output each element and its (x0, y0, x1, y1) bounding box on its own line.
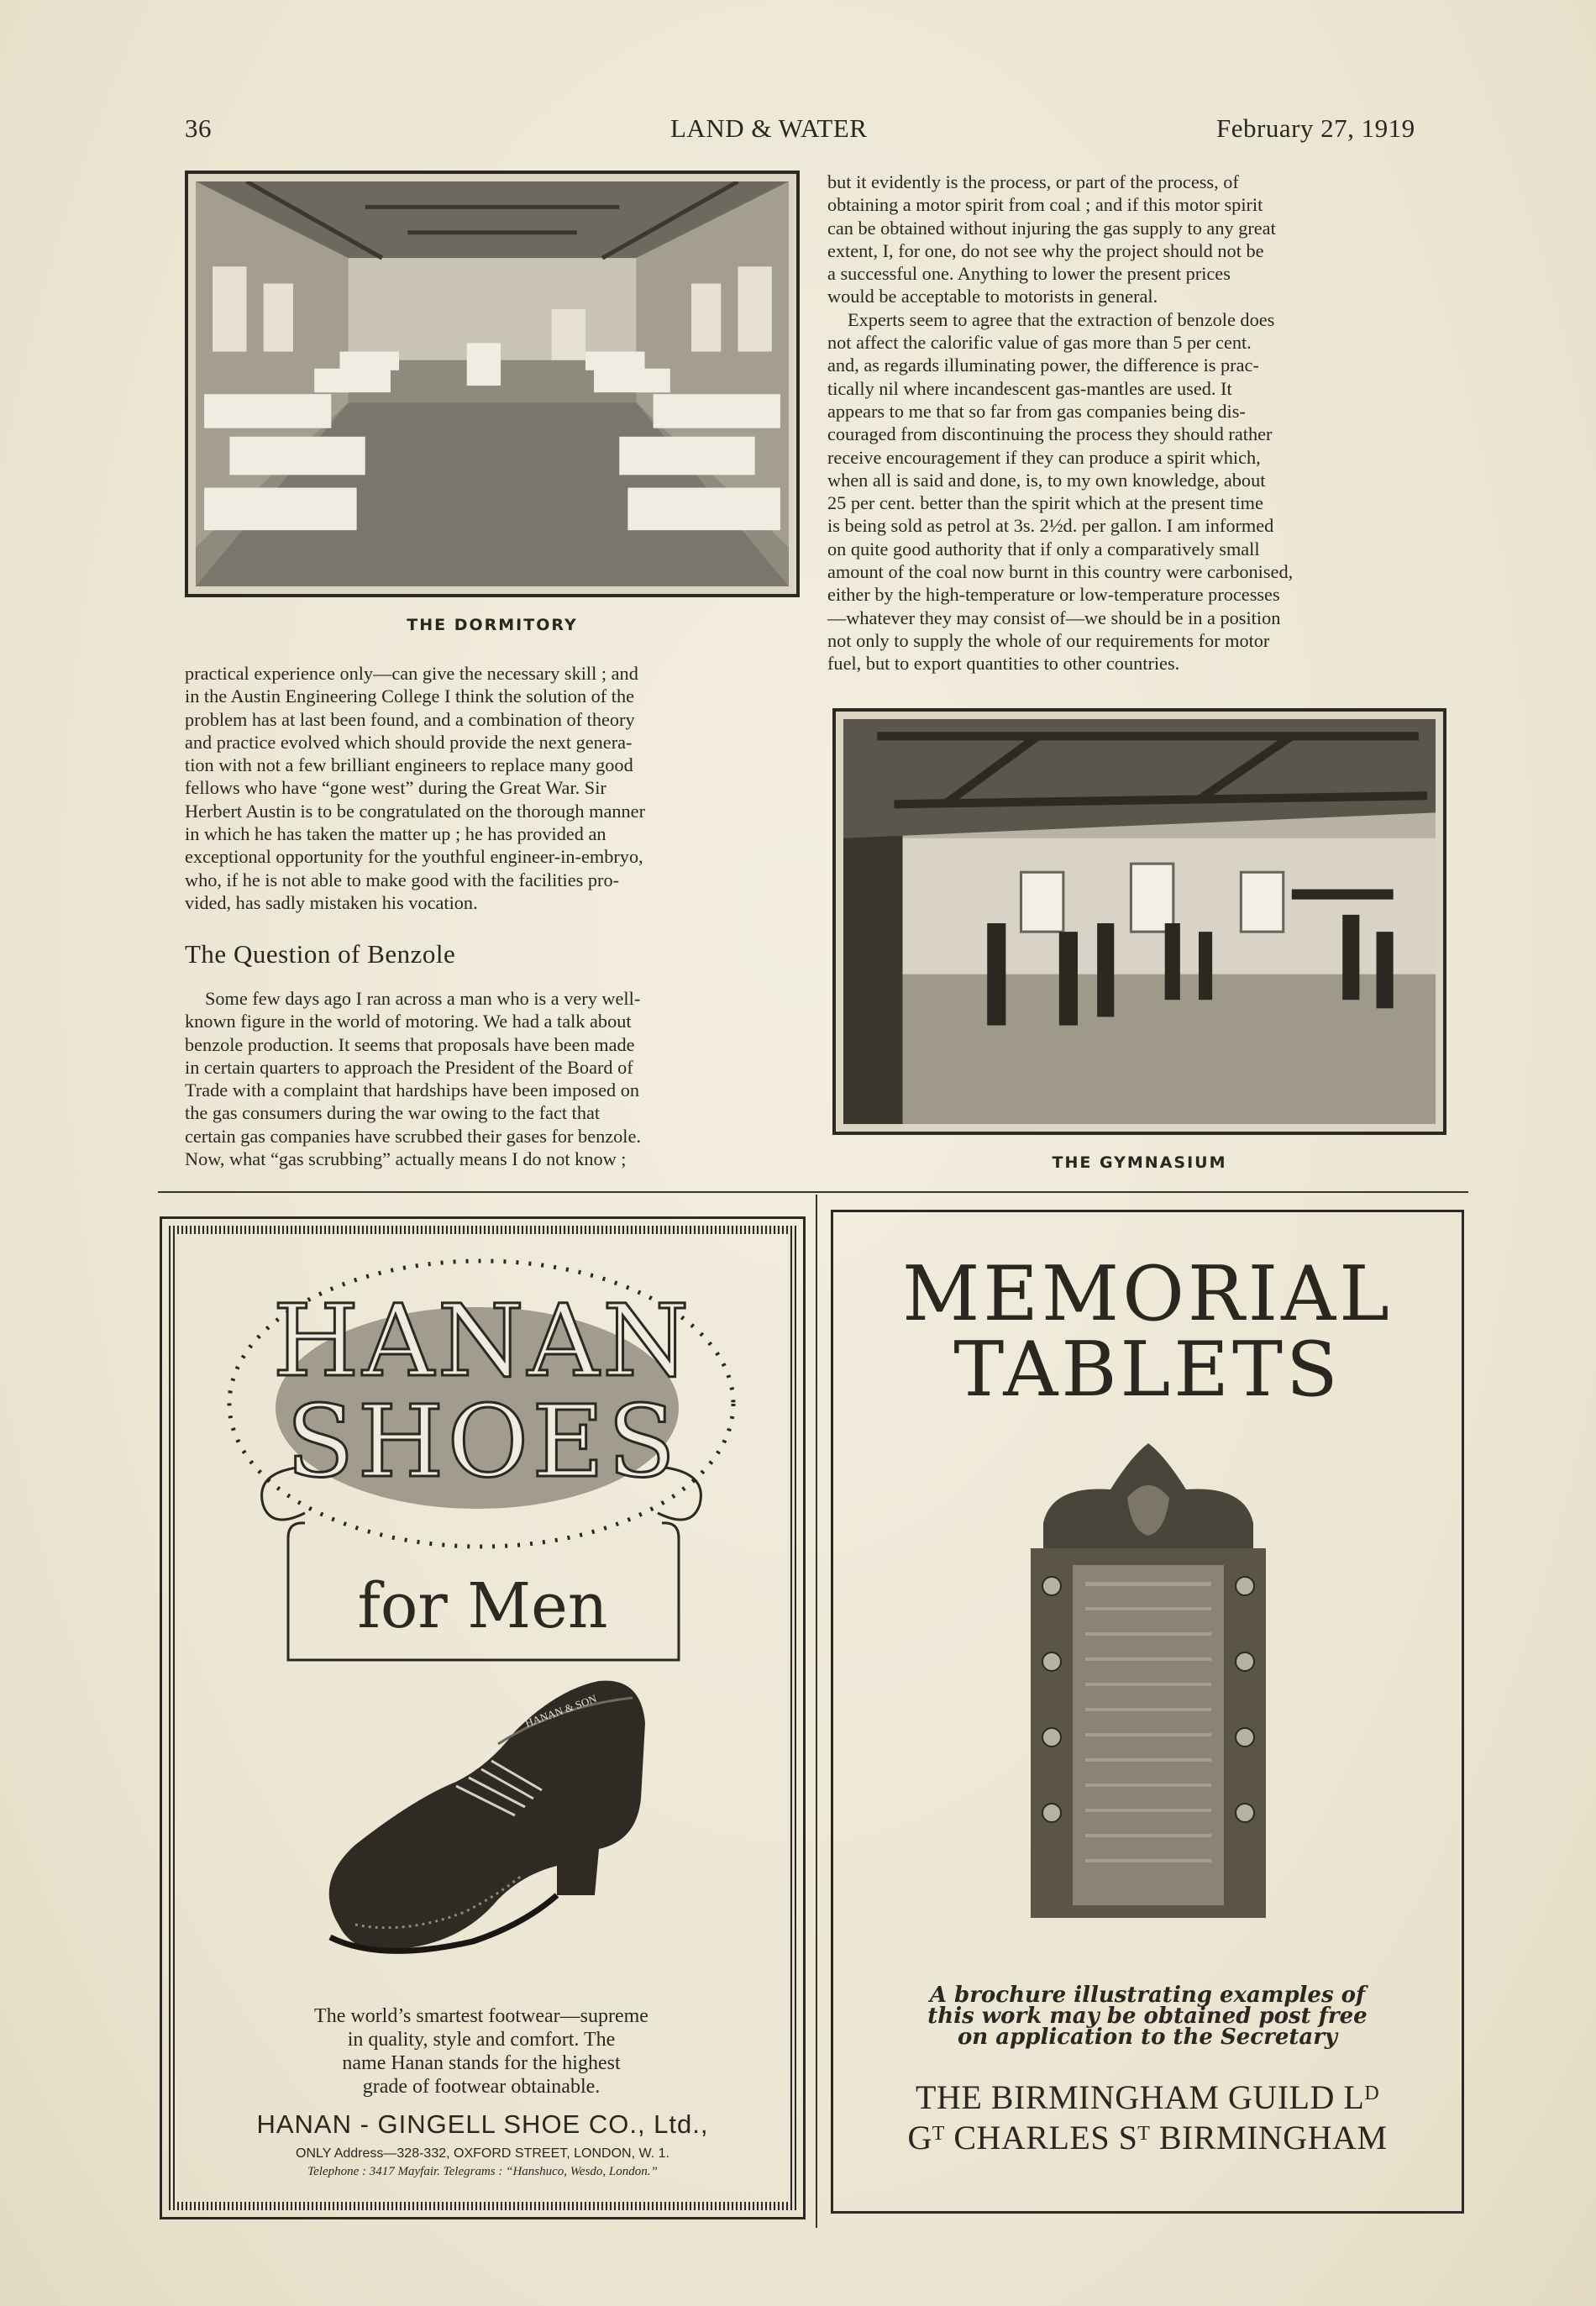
hanan-body-line: in quality, style and comfort. The (347, 2029, 616, 2051)
right-column (827, 171, 1442, 675)
right-col-line: extent, I, for one, do not see why the project should not be (827, 239, 1264, 261)
dormitory-photo (185, 171, 800, 597)
brochure-line: on application to the Secretary (957, 2025, 1338, 2050)
right-col-line: not only to supply the whole of our requirements for motor (827, 629, 1270, 651)
left-col-line: Some few days ago I ran across a man who is a very well- (205, 988, 641, 1009)
shoe-stamp: HANAN & SON (522, 1692, 599, 1730)
right-col-line: obtaining a motor spirit from coal ; and if this motor spirit (827, 194, 1263, 216)
right-col-line: couraged from discontinuing the process they should rather (827, 423, 1273, 445)
right-col-line: a successful one. Anything to lower the present prices (827, 263, 1231, 285)
left-col-line: Now, what “gas scrubbing” actually means I do not know ; (185, 1148, 627, 1170)
left-col-line: known figure in the world of motoring. We had a talk about (185, 1011, 632, 1032)
left-col-line: vided, has sadly mistaken his vocation. (185, 891, 478, 913)
right-col-line: would be acceptable to motorists in general. (827, 286, 1158, 307)
page-number: 36 (185, 113, 212, 143)
left-col-line: practical experience only—can give the necessary skill ; and (185, 663, 638, 684)
right-col-line: —whatever they may consist of—we should be in a position (827, 607, 1281, 628)
hanan-address: ONLY Address—328-332, OXFORD STREET, LONDON, W. 1. (296, 2146, 669, 2161)
right-col-line: not affect the calorific value of gas more than 5 per cent. (827, 332, 1252, 354)
left-column (185, 662, 801, 914)
right-col-line: on quite good authority that if only a comparatively small (827, 538, 1260, 559)
left-col-line: exceptional opportunity for the youthful engineer-in-embryo, (185, 846, 643, 868)
right-col-line: amount of the coal now burnt in this country were carbonised, (827, 561, 1294, 583)
right-col-line: is being sold as petrol at 3s. 2½d. per gallon. I am informed (827, 515, 1274, 537)
right-col-line: appears to me that so far from gas companies being dis- (827, 400, 1246, 422)
right-col-line: either by the high-temperature or low-temperature processes (827, 584, 1280, 606)
horizontal-divider (158, 1191, 1468, 1193)
right-col-line: but it evidently is the process, or part of the process, of (827, 171, 1239, 192)
left-col-line: and practice evolved which should provide the next genera- (185, 731, 633, 753)
issue-date: February 27, 1919 (1216, 113, 1415, 143)
hanan-for-men: for Men (357, 1570, 608, 1642)
brochure-line: A brochure illustrating examples of (929, 1983, 1366, 2008)
left-col-line: Trade with a complaint that hardships have been imposed on (185, 1079, 640, 1101)
right-col-line: tically nil where incandescent gas-mantles are used. It (827, 377, 1232, 399)
right-col-line: and, as regards illuminating power, the difference is prac- (827, 355, 1259, 376)
memorial-guild-address: Gᵀ CHARLES Sᵀ BIRMINGHAM (907, 2119, 1388, 2156)
left-col-line: tion with not a few brilliant engineers to replace many good (185, 754, 633, 776)
left-col-line: Herbert Austin is to be congratulated on the thorough manner (185, 800, 645, 822)
memorial-tablets-ad (831, 1210, 1464, 2214)
right-col-line: 25 per cent. better than the spirit which at the present time (827, 492, 1263, 514)
left-col-line: certain gas companies have scrubbed their gases for benzole. (185, 1125, 641, 1147)
hanan-body-line: grade of footwear obtainable. (362, 2076, 601, 2098)
right-col-line: can be obtained without injuring the gas supply to any great (827, 217, 1276, 239)
memorial-brochure-note (833, 1985, 1462, 2048)
left-col-line: in which he has taken the matter up ; he has provided an (185, 823, 606, 845)
brochure-line: this work may be obtained post free (927, 2004, 1368, 2029)
hanan-shoes-ad (160, 1216, 806, 2219)
dormitory-caption: THE DORMITORY (407, 616, 578, 634)
left-col-line: the gas consumers during the war owing to the fact that (185, 1102, 601, 1124)
left-column-benzole (185, 987, 801, 1170)
right-col-line: receive encouragement if they can produce a spirit which, (827, 446, 1261, 468)
right-col-line: fuel, but to export quantities to other countries. (827, 653, 1180, 675)
left-col-line: in certain quarters to approach the President of the Board of (185, 1056, 633, 1078)
left-col-line: who, if he is not able to make good with the facilities pro- (185, 869, 620, 890)
gymnasium-caption: THE GYMNASIUM (1052, 1153, 1227, 1172)
left-col-line: benzole production. It seems that proposals have been made (185, 1033, 635, 1055)
hanan-brand-line2: SHOES (286, 1384, 680, 1500)
memorial-title-line2: TABLETS (953, 1326, 1341, 1414)
vertical-divider (816, 1195, 817, 2228)
left-col-line: problem has at last been found, and a combination of theory (185, 708, 635, 730)
section-subheading: The Question of Benzole (185, 939, 456, 969)
right-col-line: when all is said and done, is, to my own knowledge, about (827, 469, 1266, 491)
oxford-shoe-illustration (305, 1673, 658, 1975)
hanan-body-line: The world’s smartest footwear—supreme (314, 2005, 648, 2027)
left-col-line: in the Austin Engineering College I think the solution of the (185, 685, 635, 707)
hanan-body-line: name Hanan stands for the highest (342, 2052, 621, 2074)
gymnasium-photo (832, 708, 1446, 1135)
hanan-company-name: HANAN - GINGELL SHOE CO., Ltd., (256, 2109, 709, 2139)
hanan-telephone: Telephone : 3417 Mayfair. Telegrams : “Hanshuco, Wesdo, London.” (307, 2165, 658, 2178)
publication-title: LAND & WATER (670, 113, 868, 143)
hanan-brand-line1: HANAN (272, 1283, 693, 1399)
memorial-guild-name: THE BIRMINGHAM GUILD Lᴰ (916, 2078, 1379, 2116)
left-col-line: fellows who have “gone west” during the Great War. Sir (185, 777, 606, 799)
memorial-title-line1: MEMORIAL (902, 1250, 1393, 1338)
hanan-body-copy (263, 2004, 700, 2099)
memorial-tablet-illustration (1018, 1439, 1278, 1922)
right-col-line: Experts seem to agree that the extraction of benzole does (848, 308, 1275, 330)
